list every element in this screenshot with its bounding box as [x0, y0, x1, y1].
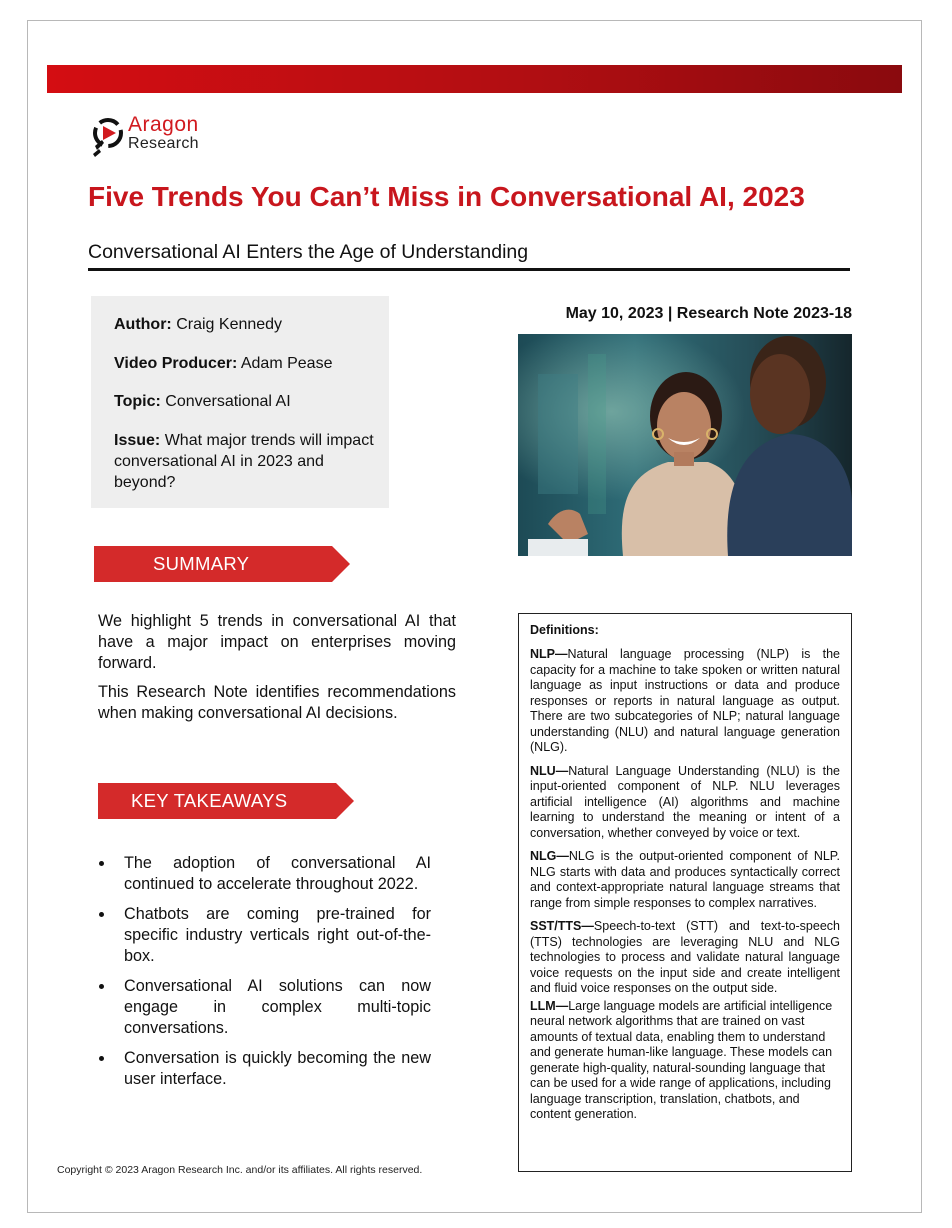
definition-text: Natural Language Understanding (NLU) is the input-oriented component of NLP. NLU leverages artificial intelligence (AI) algorithms and machine learning to understand the meaning or intent of a conversation, whether conveyed by voice or text. [530, 763, 840, 840]
photo-illustration [518, 334, 852, 556]
definition-nlu [530, 764, 840, 842]
definitions-heading: Definitions: [530, 623, 599, 637]
takeaways-list [97, 853, 431, 1099]
bullet-dot-icon [99, 984, 104, 989]
meta-topic [114, 391, 291, 412]
definition-nlp [530, 647, 840, 756]
meta-producer-label: Video Producer: [114, 355, 238, 372]
meta-issue-label: Issue: [114, 432, 161, 449]
definition-nlg [530, 849, 840, 911]
aragon-logo [92, 114, 232, 158]
meta-author-value: Craig Kennedy [171, 316, 283, 333]
definition-separator: — [555, 763, 569, 778]
definition-text: NLG is the output-oriented component of NLP. NLG starts with data and produces syntactically correct and context-appropriate natural language streams that range from simple responses to complex narratives. [530, 849, 840, 910]
summary-banner [94, 546, 350, 582]
definition-text: Large language models are artificial intelligence neural network algorithms that are trained on vast amounts of textual data, enabling them to understand and generate human-like language. These models can generate high-quality, natural-sounding language that can be used for a wide range of applications, including language transcription, translation, chatbots, and content generation. [530, 998, 833, 1121]
logo-wordmark-aragon: Aragon [128, 113, 199, 136]
takeaway-item [97, 904, 431, 967]
summary-heading: SUMMARY [153, 553, 250, 574]
header-red-bar [47, 65, 902, 93]
definition-term: NLG [530, 849, 557, 863]
takeaway-text: The adoption of conversational AI continued to accelerate throughout 2022. [124, 854, 431, 893]
definition-separator: — [581, 919, 594, 933]
summary-paragraph-1: We highlight 5 trends in conversational AI that have a major impact on enterprises moving forward. [98, 612, 456, 672]
definition-separator: — [555, 647, 568, 661]
takeaways-banner [98, 783, 354, 819]
definition-term: NLP [530, 647, 555, 661]
meta-issue [114, 430, 376, 493]
meta-topic-value: Conversational AI [160, 393, 291, 410]
takeaway-item [97, 853, 431, 895]
takeaway-text: Chatbots are coming pre-trained for specific industry verticals right out-of-the-box. [124, 905, 431, 965]
logo-wordmark-research: Research [128, 135, 199, 152]
definition-text: Speech-to-text (STT) and text-to-speech (TTS) technologies are leveraging NLU and NLG technologies to process and validate natural language voice requests on the input side and create intelligent and fluid voice responses on the output side. [530, 919, 840, 995]
bullet-dot-icon [99, 1056, 104, 1061]
definition-term: SST/TTS [530, 919, 582, 933]
summary-paragraph-2: This Research Note identifies recommendations when making conversational AI decisions. [98, 683, 456, 722]
bullet-dot-icon [99, 912, 104, 917]
takeaway-text: Conversational AI solutions can now engage in complex multi-topic conversations. [124, 977, 431, 1037]
document-title: Five Trends You Can’t Miss in Conversational AI, 2023 [88, 181, 805, 212]
meta-producer-value: Adam Pease [237, 355, 333, 372]
aragon-logo-mark-icon [92, 114, 126, 158]
meta-issue-value: What major trends will impact conversational AI in 2023 and beyond? [114, 432, 374, 491]
definition-sst-tts [530, 919, 840, 997]
date-and-note-number: May 10, 2023 | Research Note 2023-18 [565, 305, 852, 322]
definition-text: Natural language processing (NLP) is the capacity for a machine to take spoken or written natural language as input instructions or data and produce responses or reports in natural language as output. There are two subcategories of NLP; natural language understanding (NLU) and natural language generation (NLG). [530, 647, 840, 754]
definition-term: NLU [530, 763, 556, 778]
definition-separator: — [555, 998, 569, 1013]
definition-term: LLM [530, 998, 556, 1013]
bullet-dot-icon [99, 861, 104, 866]
copyright-footer: Copyright © 2023 Aragon Research Inc. and/or its affiliates. All rights reserved. [57, 1164, 423, 1176]
takeaway-item [97, 1048, 431, 1090]
definitions-box [518, 613, 852, 1172]
meta-topic-label: Topic: [114, 393, 161, 410]
meta-author-label: Author: [114, 316, 172, 333]
takeaway-text: Conversation is quickly becoming the new user interface. [124, 1049, 431, 1088]
meta-producer [114, 353, 332, 374]
subtitle-divider [88, 268, 850, 271]
definition-separator: — [556, 849, 569, 863]
header-photo [518, 334, 852, 556]
takeaway-item [97, 976, 431, 1039]
takeaways-heading: KEY TAKEAWAYS [131, 790, 288, 811]
document-subtitle: Conversational AI Enters the Age of Understanding [88, 241, 529, 263]
definition-llm [530, 999, 840, 1123]
meta-info-box [91, 296, 389, 508]
meta-author [114, 314, 282, 335]
